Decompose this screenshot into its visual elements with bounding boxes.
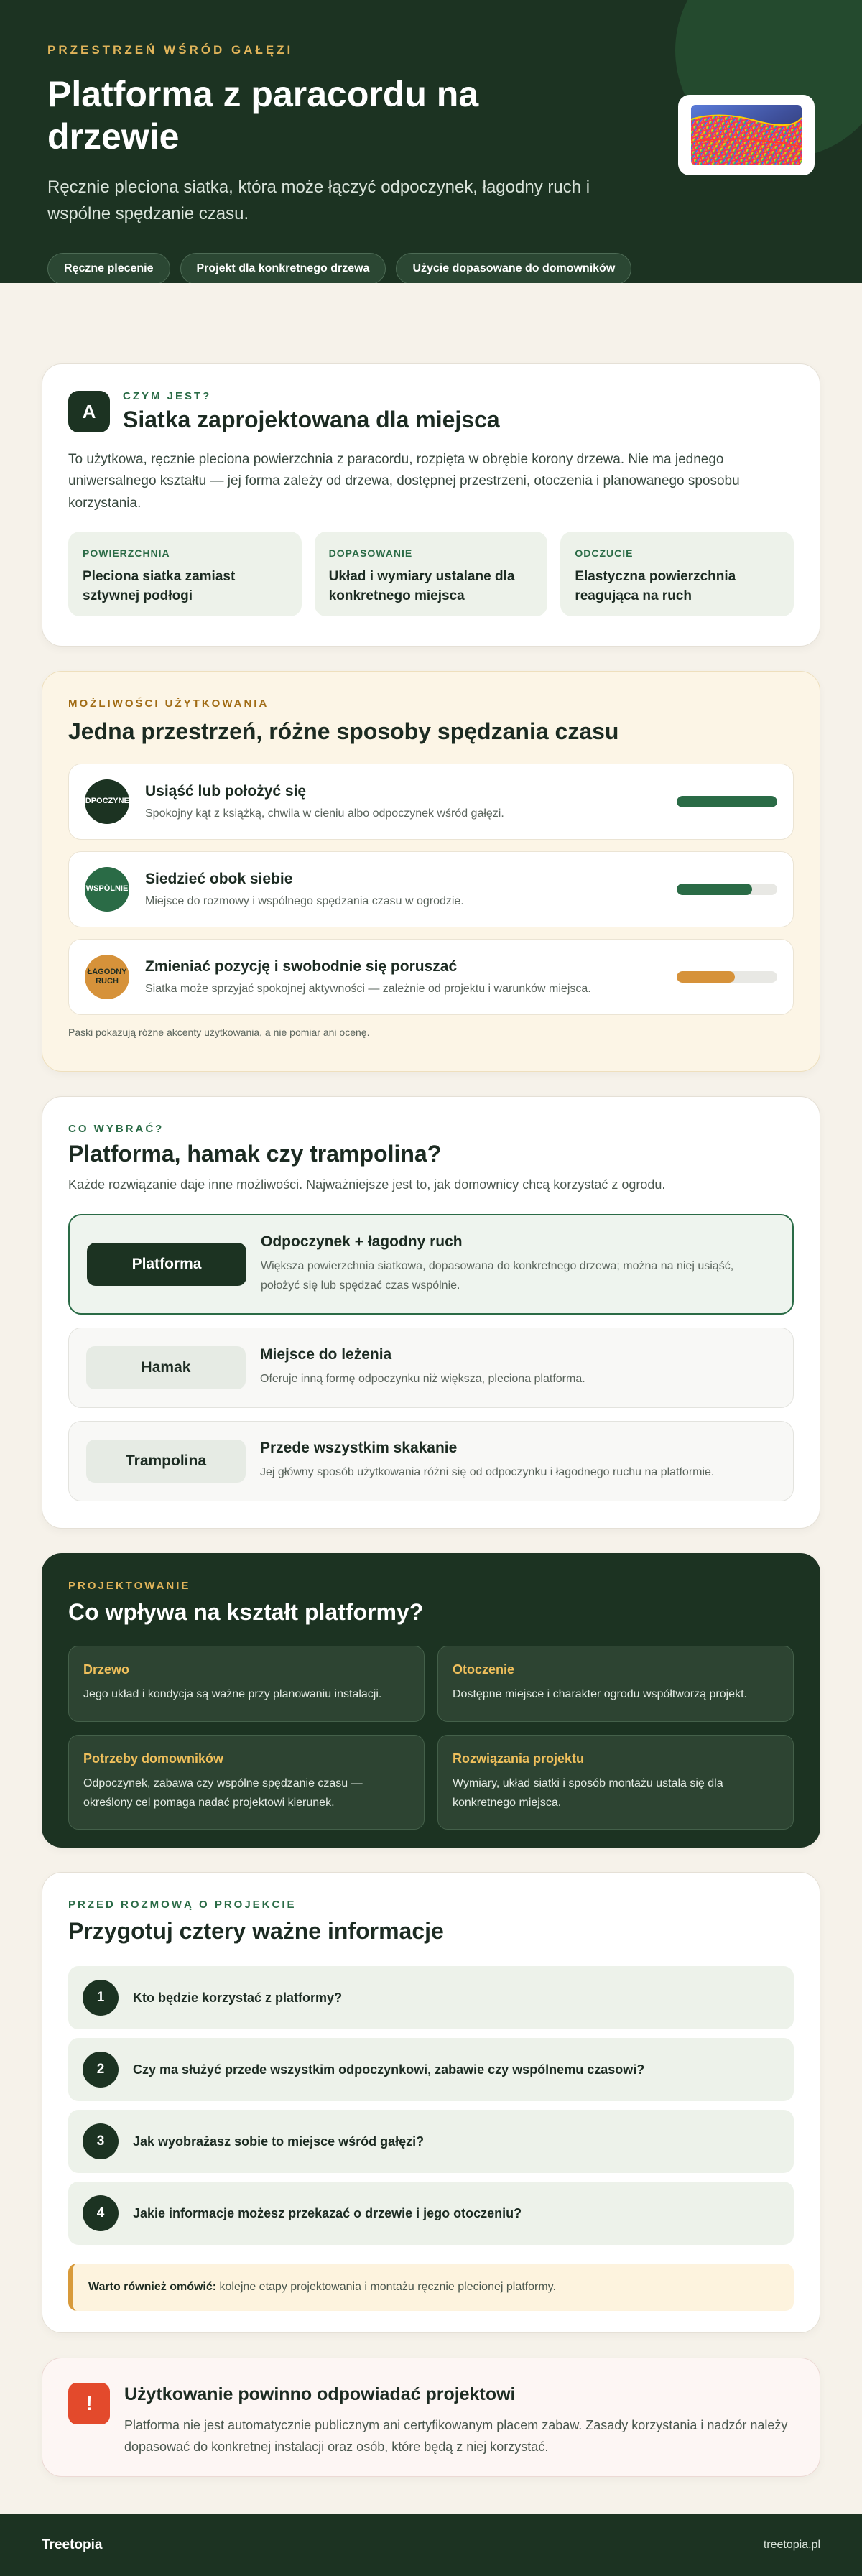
use-title: Zmieniać pozycję i swobodnie się poruszać	[145, 958, 458, 975]
question-text: Kto będzie korzystać z platformy?	[133, 1990, 343, 2005]
design-item-title: Otoczenie	[453, 1662, 515, 1677]
feature-text: Pleciona siatka zamiast sztywnej podłogi	[83, 569, 236, 603]
design-item-surroundings	[437, 1646, 794, 1722]
question-list	[68, 1966, 794, 2245]
option-desc: Jej główny sposób użytkowania różni się od odpoczynku i łagodnego ruchu na platformie.	[260, 1466, 715, 1479]
design-item-title: Rozwiązania projektu	[453, 1751, 585, 1766]
option-desc: Większa powierzchnia siatkowa, dopasowana do konkretnego drzewa; można na niej usiąść, położyć się lub spędzać czas wspólnie.	[261, 1259, 734, 1292]
prepare-section	[42, 1872, 820, 2333]
footer	[0, 2514, 862, 2576]
discussion-note	[68, 2264, 794, 2311]
choice-section	[42, 1096, 820, 1529]
option-trampoline-button[interactable]: Trampolina	[86, 1440, 246, 1483]
uses-list	[68, 764, 794, 1015]
pill-custom-tree: Projekt dla konkretnego drzewa	[180, 253, 386, 283]
note-bold: Warto również omówić:	[88, 2281, 217, 2293]
use-badge: ŁAGODNY RUCH	[85, 955, 129, 999]
design-item-needs	[68, 1735, 425, 1830]
warning-text: Platforma nie jest automatycznie publicznym ani certyfikowanym placem zabaw. Zasady korzystania i nadzór należy dopasować do konkretnej instalacji oraz osób, które będą z niej korzystać.	[124, 2418, 788, 2454]
hero-title: Platforma z paracordu na drzewie	[47, 74, 479, 157]
warning-icon: !	[68, 2383, 110, 2424]
hero-subtitle: Ręcznie pleciona siatka, która może łączyć odpoczynek, łagodny ruch i wspólne spędzanie czasu.	[47, 177, 590, 224]
design-item-desc: Dostępne miejsce i charakter ogrodu współtworzą projekt.	[453, 1688, 747, 1700]
about-text: To użytkowa, ręcznie pleciona powierzchnia z paracordu, rozpięta w obrębie korony drzewa. Nie ma jednego uniwersalnego kształtu — jej forma zależy od drzewa, dostępnej przestrzeni, otoczenia i planowanego sposobu korzystania.	[68, 452, 740, 511]
prepare-title: Przygotuj cztery ważne informacje	[68, 1918, 444, 1944]
feature-kicker: ODCZUCIE	[575, 547, 634, 560]
footer-brand[interactable]: Treetopia	[42, 2537, 103, 2552]
about-kicker: CZYM JEST?	[123, 390, 212, 402]
feature-text: Elastyczna powierzchnia reagująca na ruch	[575, 569, 736, 603]
paracord-net-image	[691, 105, 802, 165]
feature-box-surface	[68, 532, 302, 616]
about-section	[42, 363, 820, 647]
prepare-kicker: PRZED ROZMOWĄ O PROJEKCIE	[68, 1899, 297, 1911]
option-hammock[interactable]	[68, 1328, 794, 1408]
use-desc: Siatka może sprzyjać spokojnej aktywności — zależnie od projektu i warunków miejsca.	[145, 983, 591, 995]
feature-kicker: DOPASOWANIE	[328, 547, 413, 560]
main-content	[0, 283, 862, 2477]
use-level-bar	[677, 971, 777, 983]
warning-title: Użytkowanie powinno odpowiadać projektowi	[124, 2384, 516, 2404]
design-item-title: Potrzeby domowników	[83, 1751, 224, 1766]
use-title: Usiąść lub położyć się	[145, 783, 307, 800]
choice-subtitle: Każde rozwiązanie daje inne możliwości. Najważniejsze jest to, jak domownicy chcą korzystać z ogrodu.	[68, 1177, 666, 1192]
design-kicker: PROJEKTOWANIE	[68, 1580, 191, 1592]
design-item-tree	[68, 1646, 425, 1722]
letter-badge: A	[68, 391, 110, 432]
option-platform-button[interactable]: Platforma	[87, 1243, 246, 1286]
note-text: kolejne etapy projektowania i montażu ręcznie plecionej platformy.	[216, 2281, 556, 2293]
uses-section	[42, 671, 820, 1072]
use-badge: ODPOCZYNEK	[85, 779, 129, 824]
footer-url-link[interactable]: treetopia.pl	[763, 2539, 820, 2551]
choice-title: Platforma, hamak czy trampolina?	[68, 1141, 442, 1167]
question-text: Jak wyobrażasz sobie to miejsce wśród gałęzi?	[133, 2133, 425, 2149]
use-desc: Miejsce do rozmowy i wspólnego spędzania czasu w ogrodzie.	[145, 895, 464, 907]
uses-title: Jedna przestrzeń, różne sposoby spędzania czasu	[68, 718, 619, 744]
design-item-title: Drzewo	[83, 1662, 130, 1677]
feature-kicker: POWIERZCHNIA	[83, 547, 170, 560]
design-section	[42, 1553, 820, 1848]
use-badge: WSPÓLNIE	[85, 867, 129, 912]
use-level-bar	[677, 796, 777, 807]
pill-handmade: Ręczne plecenie	[47, 253, 170, 283]
hero-pills	[47, 253, 815, 283]
question-number: 2	[83, 2052, 119, 2088]
design-item-desc: Odpoczynek, zabawa czy wspólne spędzanie czasu — określony cel pomaga nadać projektowi kierunek.	[83, 1777, 363, 1810]
use-desc: Spokojny kąt z książką, chwila w cieniu albo odpoczynek wśród gałęzi.	[145, 807, 504, 820]
use-item	[68, 851, 794, 927]
option-desc: Oferuje inną formę odpoczynku niż większa, pleciona platforma.	[260, 1373, 585, 1386]
about-title: Siatka zaprojektowana dla miejsca	[123, 407, 500, 432]
about-boxes	[68, 532, 794, 616]
choice-kicker: CO WYBRAĆ?	[68, 1123, 164, 1135]
use-level-fill	[677, 796, 777, 807]
option-trampoline[interactable]	[68, 1421, 794, 1501]
hero-kicker: PRZESTRZEŃ WŚRÓD GAŁĘZI	[47, 43, 294, 57]
uses-kicker: MOŻLIWOŚCI UŻYTKOWANIA	[68, 698, 269, 710]
design-item-desc: Jego układ i kondycja są ważne przy planowaniu instalacji.	[83, 1688, 382, 1700]
about-header	[68, 390, 794, 433]
question-number: 4	[83, 2195, 119, 2231]
use-title: Siedzieć obok siebie	[145, 871, 293, 887]
use-level-fill	[677, 971, 735, 983]
uses-note: Paski pokazują różne akcenty użytkowania, a nie pomiar ani ocenę.	[68, 1027, 370, 1038]
design-item-desc: Wymiary, układ siatki i sposób montażu ustala się dla konkretnego miejsca.	[453, 1777, 723, 1810]
design-grid	[68, 1646, 794, 1830]
question-item	[68, 1966, 794, 2029]
design-item-solutions	[437, 1735, 794, 1830]
warning-section	[42, 2358, 820, 2477]
question-text: Czy ma służyć przede wszystkim odpoczynkowi, zabawie czy wspólnemu czasowi?	[133, 2062, 645, 2077]
option-title: Odpoczynek + łagodny ruch	[261, 1233, 463, 1250]
question-text: Jakie informacje możesz przekazać o drzewie i jego otoczeniu?	[133, 2205, 522, 2220]
use-level-bar	[677, 884, 777, 895]
question-number: 3	[83, 2123, 119, 2159]
question-number: 1	[83, 1980, 119, 2016]
feature-box-feel	[560, 532, 794, 616]
hero	[0, 0, 862, 283]
question-item	[68, 2038, 794, 2101]
feature-text: Układ i wymiary ustalane dla konkretnego miejsca	[328, 569, 515, 603]
option-title: Miejsce do leżenia	[260, 1346, 392, 1363]
option-platform[interactable]	[68, 1214, 794, 1315]
question-item	[68, 2110, 794, 2173]
use-item	[68, 939, 794, 1015]
option-hammock-button[interactable]: Hamak	[86, 1346, 246, 1389]
question-item	[68, 2182, 794, 2245]
hero-image	[678, 95, 815, 175]
use-item	[68, 764, 794, 840]
use-level-fill	[677, 884, 752, 895]
pill-household: Użycie dopasowane do domowników	[396, 253, 631, 283]
option-title: Przede wszystkim skakanie	[260, 1440, 458, 1457]
design-title: Co wpływa na kształt platformy?	[68, 1599, 424, 1625]
feature-box-fit	[315, 532, 548, 616]
